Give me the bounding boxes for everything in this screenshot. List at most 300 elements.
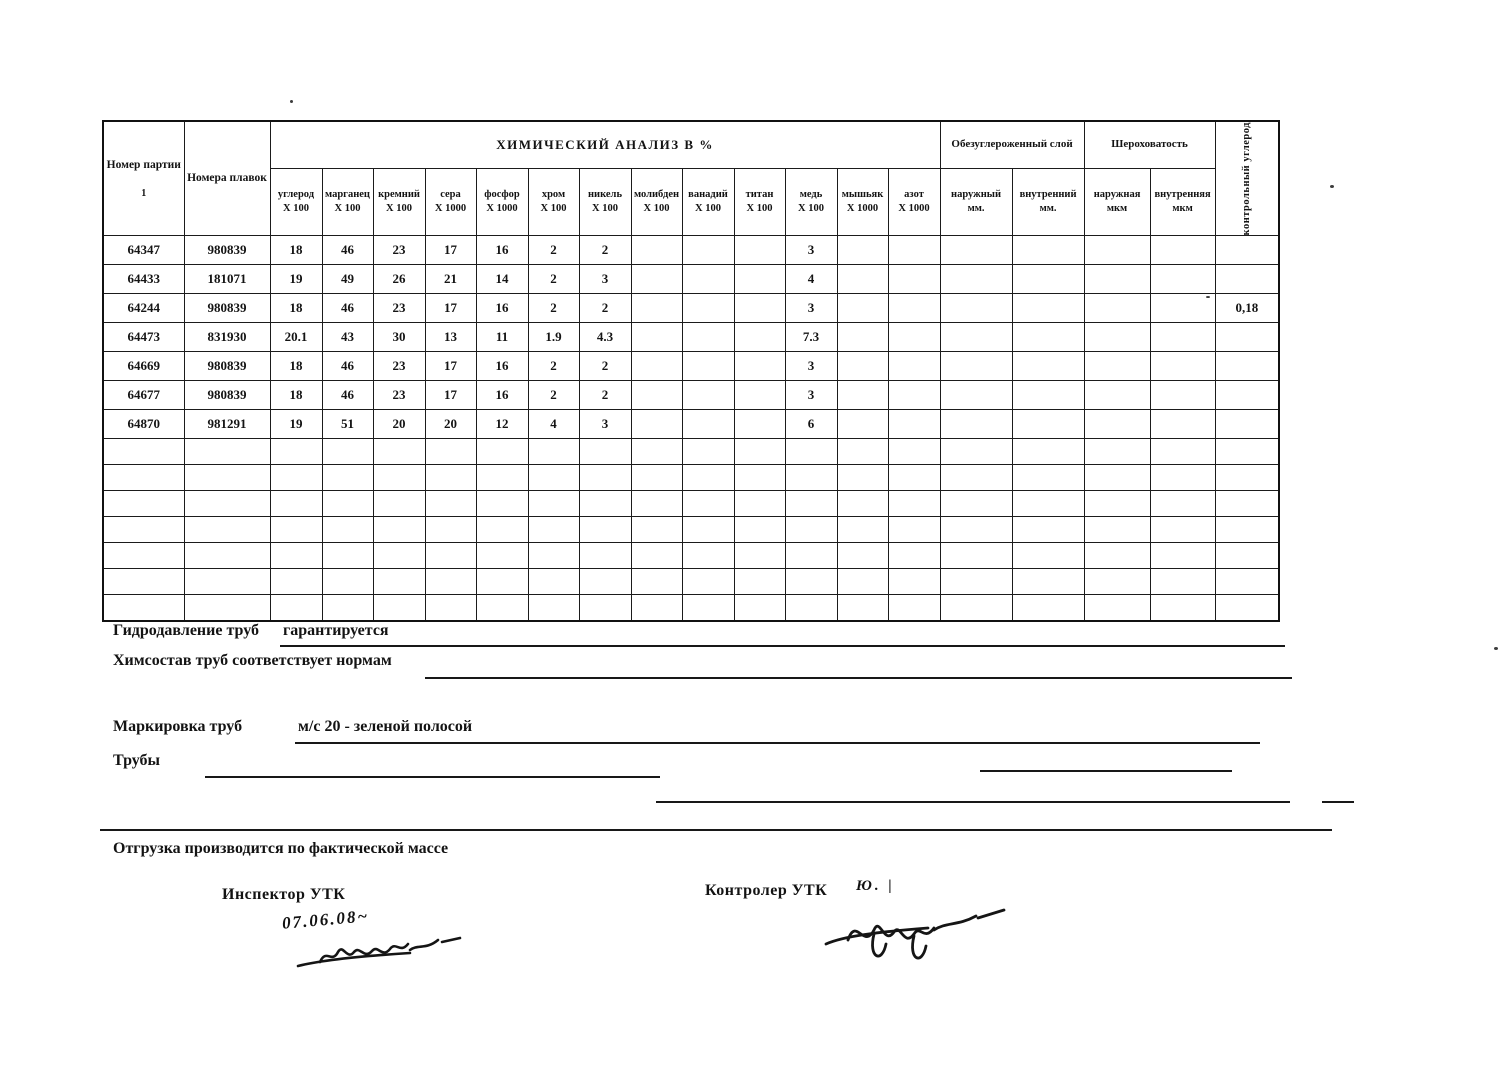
empty-row [103, 465, 1279, 491]
tubes-label: Трубы [113, 752, 161, 769]
empty-cell [1215, 517, 1279, 543]
table-cell [1012, 323, 1084, 352]
empty-cell [631, 543, 682, 569]
table-cell [1084, 265, 1150, 294]
table-cell [940, 323, 1012, 352]
empty-cell [682, 569, 734, 595]
inspector-signature [292, 926, 472, 974]
empty-cell [373, 465, 425, 491]
table-cell: 23 [373, 236, 425, 265]
empty-cell [1084, 543, 1150, 569]
table-cell: 980839 [184, 352, 270, 381]
empty-cell [940, 569, 1012, 595]
empty-cell [103, 491, 184, 517]
empty-cell [682, 439, 734, 465]
col-header-batch-note: 1 [141, 187, 147, 199]
tubes-line-left [205, 776, 660, 778]
col-header-углерод: углерод X 100 [270, 168, 322, 236]
table-cell [888, 294, 940, 323]
empty-cell [528, 517, 579, 543]
controller-label: Контролер УТК [705, 882, 828, 899]
empty-row [103, 569, 1279, 595]
table-cell: 64473 [103, 323, 184, 352]
col-header-control-carbon [1215, 121, 1279, 236]
table-cell [1150, 410, 1215, 439]
hydro-pressure-line [280, 645, 1285, 647]
empty-cell [476, 543, 528, 569]
empty-cell [785, 439, 837, 465]
separator-line [100, 829, 1332, 831]
empty-cell [888, 543, 940, 569]
col-header-кремний: кремний X 100 [373, 168, 425, 236]
table-cell: 3 [785, 236, 837, 265]
empty-cell [631, 465, 682, 491]
empty-cell [1150, 439, 1215, 465]
table-cell: 64870 [103, 410, 184, 439]
table-cell [631, 236, 682, 265]
table-cell: 49 [322, 265, 373, 294]
scan-speck [1494, 647, 1498, 650]
empty-cell [837, 517, 888, 543]
table-cell [888, 352, 940, 381]
empty-cell [837, 491, 888, 517]
table-cell: 18 [270, 236, 322, 265]
hydro-pressure-value: гарантируется [283, 622, 389, 639]
table-row [103, 410, 1279, 439]
table-cell: 2 [579, 352, 631, 381]
table-cell [1084, 410, 1150, 439]
table-cell [1012, 381, 1084, 410]
table-cell: 17 [425, 294, 476, 323]
empty-cell [103, 439, 184, 465]
table-cell: 16 [476, 236, 528, 265]
empty-cell [425, 517, 476, 543]
empty-cell [579, 517, 631, 543]
table-cell [734, 352, 785, 381]
empty-cell [476, 465, 528, 491]
table-cell: 831930 [184, 323, 270, 352]
empty-cell [1215, 465, 1279, 491]
empty-cell [1084, 517, 1150, 543]
table-cell [682, 323, 734, 352]
table-cell: 1.9 [528, 323, 579, 352]
empty-cell [528, 491, 579, 517]
table-cell: 2 [579, 236, 631, 265]
table-cell [940, 294, 1012, 323]
empty-cell [785, 595, 837, 621]
table-cell [837, 265, 888, 294]
empty-cell [184, 543, 270, 569]
empty-cell [270, 439, 322, 465]
empty-cell [1084, 595, 1150, 621]
empty-cell [1084, 491, 1150, 517]
marking-label: Маркировка труб [113, 718, 243, 735]
table-cell [888, 236, 940, 265]
table-cell [940, 265, 1012, 294]
empty-cell [425, 543, 476, 569]
empty-cell [1012, 439, 1084, 465]
empty-cell [837, 465, 888, 491]
table-cell: 2 [579, 294, 631, 323]
empty-cell [476, 569, 528, 595]
hydro-pressure-label: Гидродавление труб [113, 622, 259, 639]
col-header-heats [184, 121, 270, 236]
table-cell: 181071 [184, 265, 270, 294]
col-header-control-carbon-label: контрольный углерод [1241, 122, 1253, 236]
table-cell: 51 [322, 410, 373, 439]
empty-row [103, 491, 1279, 517]
table-cell: 20 [373, 410, 425, 439]
table-cell: 18 [270, 381, 322, 410]
table-cell: 20 [425, 410, 476, 439]
table-cell [837, 236, 888, 265]
empty-cell [579, 595, 631, 621]
empty-row [103, 439, 1279, 465]
table-cell: 11 [476, 323, 528, 352]
empty-cell [888, 569, 940, 595]
empty-cell [322, 491, 373, 517]
table-cell: 64347 [103, 236, 184, 265]
table-cell: 26 [373, 265, 425, 294]
table-cell [734, 323, 785, 352]
col-header-фосфор: фосфор X 1000 [476, 168, 528, 236]
col-header-ванадий: ванадий X 100 [682, 168, 734, 236]
empty-cell [476, 491, 528, 517]
table-cell: 2 [579, 381, 631, 410]
empty-cell [785, 491, 837, 517]
table-cell [734, 265, 785, 294]
table-cell [1084, 294, 1150, 323]
empty-cell [734, 491, 785, 517]
empty-cell [103, 465, 184, 491]
col-header-heats-label: Номера плавок [187, 172, 267, 185]
empty-cell [425, 465, 476, 491]
empty-cell [373, 595, 425, 621]
table-row [103, 381, 1279, 410]
empty-cell [373, 517, 425, 543]
empty-cell [1215, 569, 1279, 595]
empty-cell [373, 439, 425, 465]
table-cell: 3 [579, 410, 631, 439]
empty-cell [579, 543, 631, 569]
marking-line [295, 742, 1260, 744]
empty-cell [888, 465, 940, 491]
table-cell [940, 352, 1012, 381]
empty-cell [476, 439, 528, 465]
empty-cell [888, 439, 940, 465]
extra-line [656, 801, 1290, 803]
col-header-никель: никель X 100 [579, 168, 631, 236]
empty-cell [270, 517, 322, 543]
empty-cell [888, 595, 940, 621]
empty-cell [373, 569, 425, 595]
empty-cell [270, 595, 322, 621]
empty-cell [682, 595, 734, 621]
empty-cell [631, 517, 682, 543]
table-body [103, 236, 1279, 621]
empty-cell [184, 595, 270, 621]
table-row [103, 323, 1279, 352]
empty-cell [1012, 517, 1084, 543]
table-cell [1084, 352, 1150, 381]
table-cell [1150, 381, 1215, 410]
empty-cell [1012, 569, 1084, 595]
empty-cell [528, 595, 579, 621]
table-cell: 64244 [103, 294, 184, 323]
empty-cell [103, 543, 184, 569]
table-cell [631, 352, 682, 381]
table-cell: 4.3 [579, 323, 631, 352]
table-cell: 980839 [184, 294, 270, 323]
table-cell: 46 [322, 381, 373, 410]
empty-cell [1084, 569, 1150, 595]
table-cell [837, 410, 888, 439]
table-cell [682, 352, 734, 381]
table-cell: 19 [270, 410, 322, 439]
table-cell: 16 [476, 381, 528, 410]
empty-cell [734, 569, 785, 595]
table-row [103, 236, 1279, 265]
col-group-roughness: Шероховатость [1084, 121, 1215, 168]
empty-cell [528, 439, 579, 465]
col-header-азот: азот X 1000 [888, 168, 940, 236]
col-header-медь: медь X 100 [785, 168, 837, 236]
empty-cell [528, 465, 579, 491]
empty-cell [1012, 595, 1084, 621]
table-cell: 12 [476, 410, 528, 439]
empty-cell [1084, 439, 1150, 465]
table-cell [940, 381, 1012, 410]
table-cell [1012, 352, 1084, 381]
empty-cell [785, 543, 837, 569]
inspector-date-handwritten: 07.06.08~ [281, 906, 370, 933]
empty-cell [1084, 465, 1150, 491]
controller-signature [818, 896, 1018, 976]
empty-cell [837, 595, 888, 621]
col-header-хром: хром X 100 [528, 168, 579, 236]
table-cell: 980839 [184, 236, 270, 265]
table-cell [682, 236, 734, 265]
table-cell: 46 [322, 236, 373, 265]
col-header-decarb-наружный: наружный мм. [940, 168, 1012, 236]
empty-cell [425, 491, 476, 517]
empty-cell [270, 569, 322, 595]
table-cell: 3 [579, 265, 631, 294]
empty-cell [631, 595, 682, 621]
empty-cell [184, 517, 270, 543]
empty-cell [785, 569, 837, 595]
empty-cell [1215, 439, 1279, 465]
empty-cell [579, 465, 631, 491]
empty-cell [425, 439, 476, 465]
table-cell [837, 352, 888, 381]
table-cell: 4 [528, 410, 579, 439]
empty-cell [579, 491, 631, 517]
scan-speck [1206, 296, 1210, 298]
empty-cell [940, 543, 1012, 569]
table-cell [734, 236, 785, 265]
table-cell: 0,18 [1215, 294, 1279, 323]
empty-cell [103, 517, 184, 543]
table-cell: 13 [425, 323, 476, 352]
empty-cell [734, 543, 785, 569]
table-cell [682, 410, 734, 439]
table-cell [940, 236, 1012, 265]
table-cell: 18 [270, 294, 322, 323]
table-cell: 2 [528, 352, 579, 381]
empty-cell [270, 491, 322, 517]
empty-cell [184, 569, 270, 595]
table-cell [1215, 323, 1279, 352]
col-header-титан: титан X 100 [734, 168, 785, 236]
table-cell: 14 [476, 265, 528, 294]
table-cell [631, 410, 682, 439]
empty-cell [579, 439, 631, 465]
empty-row [103, 543, 1279, 569]
controller-mark-handwritten: Ю. | [856, 878, 895, 894]
empty-cell [322, 439, 373, 465]
empty-cell [1012, 543, 1084, 569]
table-cell [888, 323, 940, 352]
table-cell: 3 [785, 381, 837, 410]
table-cell [837, 323, 888, 352]
table-cell [1215, 265, 1279, 294]
col-header-batch [103, 121, 184, 236]
empty-cell [1150, 543, 1215, 569]
chemical-analysis-table [102, 120, 1280, 622]
empty-cell [103, 595, 184, 621]
table-cell: 30 [373, 323, 425, 352]
empty-cell [322, 465, 373, 491]
table-cell [837, 381, 888, 410]
empty-cell [103, 569, 184, 595]
empty-cell [631, 439, 682, 465]
table-cell: 23 [373, 294, 425, 323]
table-cell: 21 [425, 265, 476, 294]
empty-cell [734, 517, 785, 543]
empty-cell [1215, 543, 1279, 569]
table-cell [837, 294, 888, 323]
table-cell [631, 294, 682, 323]
empty-cell [682, 543, 734, 569]
empty-cell [322, 517, 373, 543]
table-cell [682, 294, 734, 323]
col-header-мышьяк: мышьяк X 1000 [837, 168, 888, 236]
empty-cell [373, 543, 425, 569]
table-cell: 23 [373, 381, 425, 410]
inspector-label: Инспектор УТК [222, 886, 346, 903]
table-cell [1150, 352, 1215, 381]
table-row [103, 294, 1279, 323]
empty-cell [528, 543, 579, 569]
table-cell: 43 [322, 323, 373, 352]
empty-cell [322, 543, 373, 569]
table-cell [1215, 236, 1279, 265]
empty-cell [940, 465, 1012, 491]
empty-cell [1150, 517, 1215, 543]
empty-cell [270, 543, 322, 569]
empty-cell [940, 491, 1012, 517]
table-cell: 980839 [184, 381, 270, 410]
empty-cell [734, 595, 785, 621]
empty-cell [425, 595, 476, 621]
empty-cell [270, 465, 322, 491]
table-cell [1084, 323, 1150, 352]
empty-cell [888, 517, 940, 543]
table-cell [1012, 265, 1084, 294]
empty-cell [940, 595, 1012, 621]
empty-cell [322, 569, 373, 595]
table-cell: 64677 [103, 381, 184, 410]
empty-cell [184, 491, 270, 517]
empty-cell [373, 491, 425, 517]
empty-cell [837, 439, 888, 465]
col-header-rough-наружная: наружная мкм [1084, 168, 1150, 236]
table-cell: 4 [785, 265, 837, 294]
table-cell [631, 381, 682, 410]
empty-cell [1150, 595, 1215, 621]
table-cell: 3 [785, 352, 837, 381]
table-cell [1012, 294, 1084, 323]
col-header-decarb-внутренний: внутренний мм. [1012, 168, 1084, 236]
marking-value: м/с 20 - зеленой полосой [298, 718, 473, 735]
table-cell [1215, 381, 1279, 410]
table-cell: 3 [785, 294, 837, 323]
table-cell: 17 [425, 381, 476, 410]
table-cell [631, 265, 682, 294]
empty-cell [682, 491, 734, 517]
empty-row [103, 517, 1279, 543]
shipping-note: Отгрузка производится по фактической массе [113, 840, 449, 857]
empty-cell [184, 439, 270, 465]
empty-cell [1012, 491, 1084, 517]
table-cell: 20.1 [270, 323, 322, 352]
empty-cell [682, 517, 734, 543]
col-header-марганец: марганец X 100 [322, 168, 373, 236]
subheader-row [103, 168, 1279, 236]
tubes-line-right [980, 770, 1232, 772]
table-cell: 64669 [103, 352, 184, 381]
col-header-batch-label: Номер партии [106, 158, 181, 171]
table-cell [1012, 410, 1084, 439]
scan-speck [290, 100, 293, 103]
empty-cell [734, 465, 785, 491]
table-cell [888, 410, 940, 439]
extra-line-dash [1322, 801, 1354, 803]
table-cell [1150, 294, 1215, 323]
table-cell [1150, 236, 1215, 265]
empty-cell [734, 439, 785, 465]
table-cell [1012, 236, 1084, 265]
empty-row [103, 595, 1279, 621]
col-group-decarb-layer: Обезуглероженный слой [940, 121, 1084, 168]
table-cell [1150, 265, 1215, 294]
table-cell: 46 [322, 352, 373, 381]
table-cell [734, 410, 785, 439]
table-cell [1150, 323, 1215, 352]
table-title: ХИМИЧЕСКИЙ АНАЛИЗ В % [270, 121, 940, 168]
empty-cell [579, 569, 631, 595]
table-cell: 46 [322, 294, 373, 323]
table-row [103, 265, 1279, 294]
empty-cell [837, 569, 888, 595]
col-header-молибден: молибден X 100 [631, 168, 682, 236]
empty-cell [940, 439, 1012, 465]
table-cell: 23 [373, 352, 425, 381]
table-cell [1084, 236, 1150, 265]
table-cell [631, 323, 682, 352]
empty-cell [631, 569, 682, 595]
